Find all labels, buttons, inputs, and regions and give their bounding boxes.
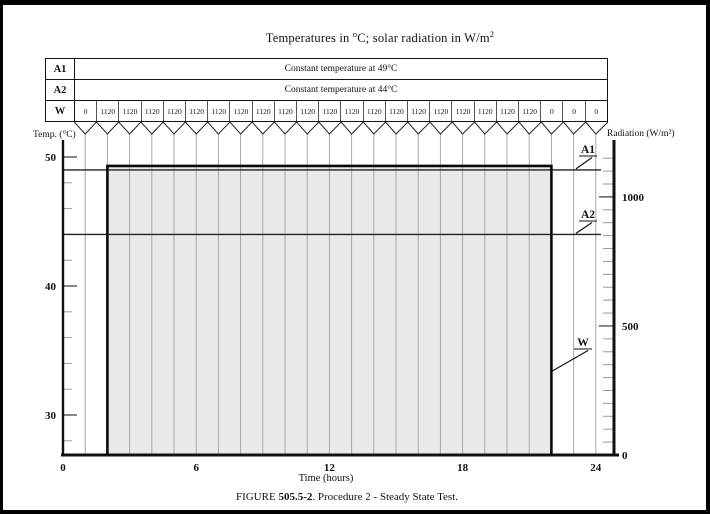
frame-border-top (0, 0, 710, 5)
cell-arrow (563, 122, 585, 134)
caption-figure-word: FIGURE (235, 491, 279, 503)
title-degree-sup: o (352, 29, 358, 39)
time-tick-label: 0 (60, 462, 66, 474)
cell-arrow (274, 122, 296, 134)
w-values-row (75, 101, 607, 121)
table-row-a1 (46, 59, 607, 80)
cell-arrow (475, 122, 497, 134)
w-value-cell: 1120 (497, 101, 519, 121)
temp-axis-title: Temp. (°C) (33, 130, 76, 140)
cell-arrow (408, 122, 430, 134)
w-value-cell: 1120 (164, 101, 186, 121)
cell-arrow (341, 122, 363, 134)
cell-arrow (541, 122, 563, 134)
row-desc-a2: Constant temperature at 44°C (284, 85, 398, 95)
table-row-a2 (46, 80, 607, 101)
title-text: Temperatures in (265, 31, 353, 46)
time-tick-label: 24 (590, 462, 602, 474)
row-label-a2: A2 (46, 80, 75, 100)
w-value-cell: 0 (75, 101, 97, 121)
w-value-cell: 1120 (208, 101, 230, 121)
w-value-cell: 0 (563, 101, 585, 121)
w-value-cell: 1120 (430, 101, 452, 121)
w-value-cell: 1120 (364, 101, 386, 121)
schedule-table (45, 58, 608, 122)
w-value-cell: 1120 (475, 101, 497, 121)
steady-state-chart (0, 122, 710, 494)
cell-arrow (319, 122, 341, 134)
w-value-cell: 1120 (142, 101, 164, 121)
pointer-arrow (552, 351, 589, 372)
cell-arrow (230, 122, 252, 134)
cell-arrow (208, 122, 230, 134)
cell-arrow (363, 122, 385, 134)
time-tick-label: 18 (457, 462, 469, 474)
pointer-arrow (576, 158, 592, 169)
cell-arrow (519, 122, 541, 134)
radiation-tick-label: 0 (622, 450, 628, 462)
radiation-tick-label: 500 (622, 320, 639, 333)
figure-caption (0, 491, 694, 503)
w-value-cell: 0 (594, 106, 599, 116)
cell-arrow (452, 122, 474, 134)
pointer-label-w: W (577, 337, 589, 349)
w-value-cell: 1120 (452, 101, 474, 121)
figure-title (55, 29, 705, 46)
w-value-cell: 0 (541, 101, 563, 121)
radiation-tick-label: 1000 (622, 191, 644, 204)
cell-arrow (386, 122, 408, 134)
temp-tick-label: 40 (45, 281, 56, 293)
w-value-cell: 1120 (186, 101, 208, 121)
w-value-cell: 1120 (519, 101, 541, 121)
row-desc-a1: Constant temperature at 49°C (284, 64, 398, 74)
w-value-cell: 1120 (408, 101, 430, 121)
w-value-cell: 1120 (341, 101, 363, 121)
cell-arrow (297, 122, 319, 134)
caption-text: . Procedure 2 - Steady State Test. (312, 491, 459, 503)
time-tick-label: 12 (323, 462, 335, 474)
w-value-cell: 1120 (275, 101, 297, 121)
cell-arrow (252, 122, 274, 134)
temp-tick-label: 50 (45, 152, 56, 164)
cell-arrow (185, 122, 207, 134)
w-value-cell: 1120 (97, 101, 119, 121)
cell-arrow (119, 122, 141, 134)
w-value-cell: 1120 (230, 101, 252, 121)
w-value-cell: 1120 (119, 101, 141, 121)
pointer-arrow (576, 223, 592, 234)
cell-arrow (497, 122, 519, 134)
cell-arrow (141, 122, 163, 134)
time-tick-label: 6 (193, 462, 199, 474)
temp-tick-label: 30 (45, 410, 56, 422)
caption-figure-number: 505.5-2 (278, 491, 313, 503)
pointer-label-a1: A1 (580, 144, 596, 156)
cell-arrow (74, 122, 96, 134)
w-value-cell: 1120 (253, 101, 275, 121)
frame-border-bottom (0, 510, 710, 514)
w-value-cell: 1120 (297, 101, 319, 121)
cell-arrow (96, 122, 118, 134)
radiation-axis-title: Radiation (W/m²) (607, 129, 675, 139)
row-label-a1: A1 (46, 59, 75, 79)
title-exp-sup: 2 (489, 29, 495, 39)
time-axis-title: Time (hours) (298, 473, 354, 484)
table-row-w (46, 101, 607, 121)
cell-arrow (586, 122, 608, 134)
row-label-w: W (46, 101, 75, 121)
w-value-cell: 1120 (319, 101, 341, 121)
cell-arrow (163, 122, 185, 134)
w-value-cell: 1120 (386, 101, 408, 121)
title-text-2: C; solar radiation in W/m (357, 31, 490, 46)
pointer-label-a2: A2 (580, 209, 596, 221)
cell-arrow (430, 122, 452, 134)
